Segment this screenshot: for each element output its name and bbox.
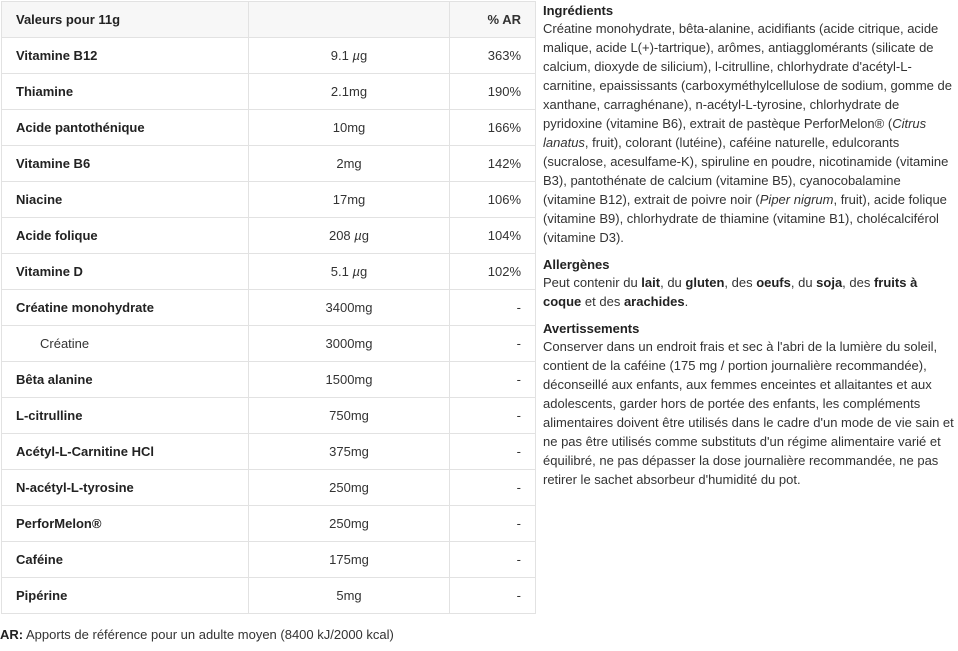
nutrient-value: 208 µg <box>249 218 450 254</box>
nutrient-name: Acide pantothénique <box>2 110 249 146</box>
nutrient-ar: 190% <box>450 74 536 110</box>
nutrient-name: Pipérine <box>2 578 249 614</box>
warnings-title: Avertissements <box>543 321 640 336</box>
table-row <box>2 218 536 254</box>
nutrient-value: 175mg <box>249 542 450 578</box>
info-panel <box>543 2 955 498</box>
allergens-text: Peut contenir du lait, du gluten, des oeufs, du soja, des fruits à coque et des arachides. <box>543 275 918 309</box>
nutrient-value: 375mg <box>249 434 450 470</box>
footnote-text: Apports de référence pour un adulte moyen (8400 kJ/2000 kcal) <box>23 627 394 642</box>
nutrient-name: Bêta alanine <box>2 362 249 398</box>
nutrient-name: Vitamine B6 <box>2 146 249 182</box>
table-row <box>2 506 536 542</box>
ingredients-title: Ingrédients <box>543 3 614 18</box>
table-row <box>2 74 536 110</box>
nutrient-name: Acide folique <box>2 218 249 254</box>
nutrient-value: 17mg <box>249 182 450 218</box>
table-header-row <box>2 2 536 38</box>
nutrient-name: Niacine <box>2 182 249 218</box>
nutrient-ar: - <box>450 326 536 362</box>
table-row <box>2 542 536 578</box>
table-row <box>2 434 536 470</box>
nutrient-value: 5mg <box>249 578 450 614</box>
nutrient-value: 250mg <box>249 506 450 542</box>
nutrient-name: Vitamine D <box>2 254 249 290</box>
nutrient-name: Acétyl-L-Carnitine HCl <box>2 434 249 470</box>
table-row <box>2 146 536 182</box>
nutrient-value: 3400mg <box>249 290 450 326</box>
nutrient-ar: 102% <box>450 254 536 290</box>
nutrient-value: 250mg <box>249 470 450 506</box>
footnote-label: AR: <box>0 627 24 642</box>
nutrient-ar: - <box>450 398 536 434</box>
nutrient-ar: - <box>450 542 536 578</box>
nutrient-ar: - <box>450 290 536 326</box>
nutrient-value: 2mg <box>249 146 450 182</box>
nutrient-name: Vitamine B12 <box>2 38 249 74</box>
nutrient-value: 1500mg <box>249 362 450 398</box>
nutrient-value: 3000mg <box>249 326 450 362</box>
table-row <box>2 254 536 290</box>
table-row <box>2 290 536 326</box>
table-row <box>2 578 536 614</box>
table-row <box>2 110 536 146</box>
table-row <box>2 470 536 506</box>
nutrient-value: 5.1 µg <box>249 254 450 290</box>
ingredients-text: Créatine monohydrate, bêta-alanine, acidifiants (acide citrique, acide malique, acide L(+)-tartrique), arômes, antiagglomérants (silicate de calcium, dioxyde de silicium), l-citrulline, chlorhydrate d'acétyl-L-carnitine, epaississants (carboxyméthylcellulose de sodium, gomme de xanthane, carraghénane), n-acétyl-L-tyrosine, chlorhydrate de pyridoxine (vitamine B6), extrait de pastèque PerforMelon® (Citrus lanatus, fruit), colorant (lutéine), caféine naturelle, edulcorants (sucralose, acesulfame-K), spiruline en poudre, nicotinamide (vitamine B3), pantothénate de calcium (vitamine B5), cyanocobalamine (vitamine B12), extrait de poivre noir (Piper nigrum, fruit), acide folique (vitamine B9), chlorhydrate de thiamine (vitamine B1), cholécalciférol (vitamine D3). <box>543 21 952 245</box>
warnings-text: Conserver dans un endroit frais et sec à l'abri de la lumière du soleil, contient de la caféine (175 mg / portion journalière recommandée), déconseillé aux enfants, aux femmes enceintes et allaitantes et aux adolescents, garder hors de portée des enfants, les compléments alimentaires doivent être utilisés dans le cadre d'un mode de vie sain et ne pas être utilisés comme substituts d'un régime alimentaire varié et équilibré, ne pas dépasser la dose journalière recommandée, ne pas retirer le sachet absorbeur d'humidité du pot. <box>543 339 954 487</box>
nutrient-value: 2.1mg <box>249 74 450 110</box>
table-row <box>2 398 536 434</box>
nutrient-name: Thiamine <box>2 74 249 110</box>
nutrient-name: Créatine <box>2 326 249 362</box>
nutrient-ar: - <box>450 506 536 542</box>
nutrient-value: 9.1 µg <box>249 38 450 74</box>
nutrient-ar: 142% <box>450 146 536 182</box>
nutrition-table <box>1 1 536 614</box>
nutrient-name: PerforMelon® <box>2 506 249 542</box>
table-row <box>2 38 536 74</box>
nutrient-ar: - <box>450 470 536 506</box>
header-value <box>249 2 450 38</box>
table-row <box>2 362 536 398</box>
table-row <box>2 182 536 218</box>
nutrient-value: 10mg <box>249 110 450 146</box>
nutrient-ar: 104% <box>450 218 536 254</box>
nutrient-name: Caféine <box>2 542 249 578</box>
nutrient-ar: 106% <box>450 182 536 218</box>
nutrient-ar: - <box>450 578 536 614</box>
nutrient-name: Créatine monohydrate <box>2 290 249 326</box>
table-row <box>2 326 536 362</box>
nutrient-value: 750mg <box>249 398 450 434</box>
nutrient-ar: 166% <box>450 110 536 146</box>
nutrient-name: N-acétyl-L-tyrosine <box>2 470 249 506</box>
nutrient-ar: - <box>450 434 536 470</box>
footnote <box>0 627 394 642</box>
header-name: Valeurs pour 11g <box>2 2 249 38</box>
nutrient-ar: - <box>450 362 536 398</box>
allergens-title: Allergènes <box>543 257 610 272</box>
nutrition-table-container <box>1 1 521 614</box>
nutrient-ar: 363% <box>450 38 536 74</box>
header-ar: % AR <box>450 2 536 38</box>
table-body <box>2 38 536 614</box>
nutrient-name: L-citrulline <box>2 398 249 434</box>
